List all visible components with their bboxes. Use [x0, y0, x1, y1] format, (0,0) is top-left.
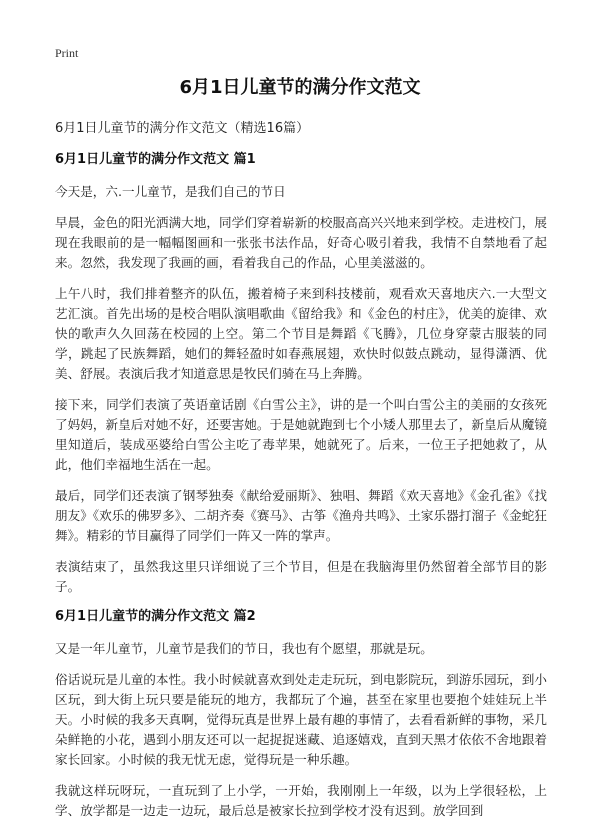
paragraph: 表演结束了，虽然我这里只详细说了三个节目，但是在我脑海里仍然留着全部节目的影子。 — [55, 559, 547, 594]
paragraph: 俗话说玩是儿童的本性。我小时候就喜欢到处走走玩玩，到电影院玩，到游乐园玩，到小区玩，到大街上玩只要是能玩的地方，我都玩了个遍，甚至在家里也要抱个娃娃玩上半天。小时候的我多天真啊，觉得玩真是世界上最有趣的事情了，去看看新鲜的事物，采几朵鲜艳的小花，遇到小朋友还可以一起捉捉迷藏、追逐嬉戏，直到天黑才依依不舍地跟着家长回家。小时候的我无忧无虑，觉得玩是一种乐趣。 — [55, 672, 547, 767]
section-heading: 6月1日儿童节的满分作文范文 篇1 — [55, 152, 256, 167]
article-body — [55, 120, 547, 832]
paragraph: 又是一年儿童节，儿童节是我们的节日，我也有个愿望，那就是玩。 — [55, 641, 433, 656]
paragraph: 今天是，六.一儿童节，是我们自己的节日 — [55, 184, 286, 199]
paragraph: 早晨，金色的阳光洒满大地，同学们穿着崭新的校服高高兴兴地来到学校。走进校门，展现在我眼前的是一幅幅图画和一张张书法作品，好奇心吸引着我，我情不自禁地看了起来。忽然，我发现了我画的画，看着我自己的作品，心里美滋滋的。 — [55, 215, 547, 270]
page-title: 6月1日儿童节的满分作文范文 — [179, 77, 421, 98]
print-link[interactable]: Print — [55, 46, 79, 60]
section-1 — [55, 151, 547, 597]
article-subtitle: 6月1日儿童节的满分作文范文（精选16篇） — [55, 121, 310, 136]
section-2 — [55, 608, 547, 821]
paragraph: 上午八时，我们排着整齐的队伍，搬着椅子来到科技楼前，观看欢天喜地庆六.一大型文艺汇演。首先出场的是校合唱队演唱歌曲《留给我》和《金色的村庄》，优美的旋律、欢快的歌声久久回荡在校园的上空。第二个节目是舞蹈《飞腾》，几位身穿蒙古服装的同学，跳起了民族舞蹈，她们的舞轻盈时如春燕展翅，欢快时似鼓点跳动，显得潇洒、优美、舒展。表演后我才知道意思是牧民们骑在马上奔腾。 — [55, 286, 547, 381]
paragraph: 我就这样玩呀玩，一直玩到了上小学，一开始，我刚刚上一年级，以为上学很轻松，上学、放学都是一边走一边玩，最后总是被家长拉到学校才没有迟到。放学回到 — [55, 783, 547, 818]
paragraph: 接下来，同学们表演了英语童话剧《白雪公主》，讲的是一个叫白雪公主的美丽的女孩死了妈妈，新皇后对她不好，还要害她。于是她就跑到七个小矮人那里去了，新皇后从魔镜里知道后，装成巫婆给白雪公主吃了毒苹果，她就死了。后来，一位王子把她救了，从此，他们幸福地生活在一起。 — [55, 397, 547, 472]
section-heading: 6月1日儿童节的满分作文范文 篇2 — [55, 609, 256, 624]
paragraph: 最后，同学们还表演了钢琴独奏《献给爱丽斯》、独唱、舞蹈《欢天喜地》《金孔雀》《找朋友》《欢乐的佛罗多》、二胡齐奏《赛马》、古筝《渔舟共鸣》、土家乐器打溜子《金蛇狂舞》。精彩的节目赢得了同学们一阵又一阵的掌声。 — [55, 488, 547, 543]
